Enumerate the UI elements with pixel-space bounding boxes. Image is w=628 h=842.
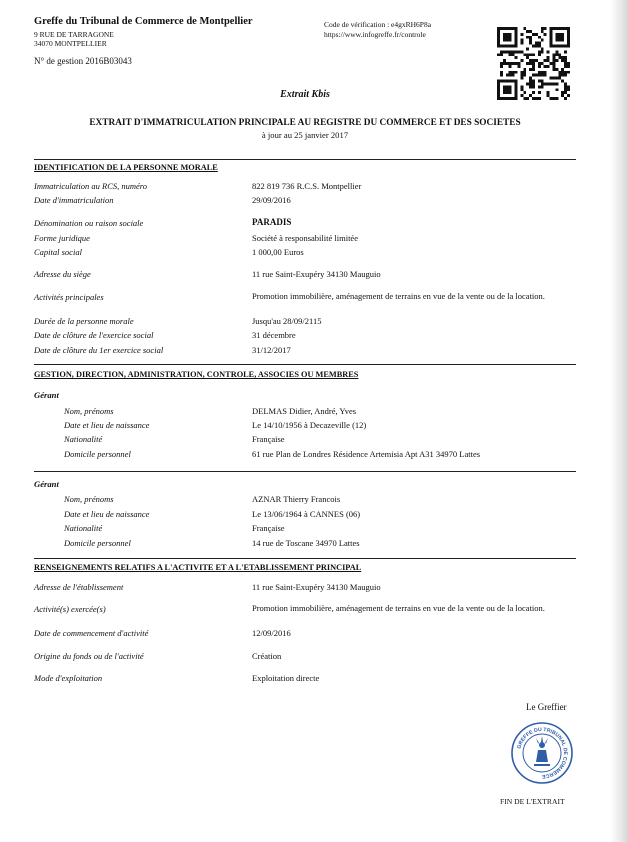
field-value: 14 rue de Toscane 34970 Lattes (252, 538, 360, 548)
main-title: EXTRAIT D'IMMATRICULATION PRINCIPALE AU REGISTRE DU COMMERCE ET DES SOCIETES (89, 118, 521, 128)
manager-divider (34, 471, 576, 472)
field-value: 12/09/2016 (252, 628, 291, 638)
section-divider (34, 558, 576, 559)
signatory-label: Le Greffier (526, 702, 567, 712)
field-label: Nom, prénoms (64, 494, 114, 504)
verification-code: Code de vérification : e4gxRH6P8a (324, 20, 432, 29)
update-date: à jour au 25 janvier 2017 (261, 130, 349, 140)
field-value: AZNAR Thierry Francois (252, 494, 341, 504)
field-value: Création (252, 651, 282, 661)
field-label: Adresse de l'établissement (34, 582, 124, 592)
field-value: Le 14/10/1956 à Decazeville (12) (252, 420, 367, 430)
registry-address-line2: 34070 MONTPELLIER (34, 39, 107, 48)
field-value: DELMAS Didier, André, Yves (252, 406, 357, 416)
field-label: Activités principales (34, 292, 104, 302)
section-divider (34, 364, 576, 365)
field-label: Dénomination ou raison sociale (34, 218, 144, 228)
registry-address-line1: 9 RUE DE TARRAGONE (34, 30, 114, 39)
gestion-number: N° de gestion 2016B03043 (34, 56, 132, 66)
field-label: Nationalité (64, 434, 103, 444)
field-value: 31 décembre (252, 330, 296, 340)
document-title: Extrait Kbis (280, 89, 330, 100)
field-value: Le 13/06/1964 à CANNES (06) (252, 509, 361, 519)
field-label: Mode d'exploitation (34, 673, 103, 683)
field-value: 31/12/2017 (252, 345, 291, 355)
field-value: 11 rue Saint-Exupéry 34130 Mauguio (252, 269, 381, 279)
field-value: Française (252, 523, 285, 533)
field-label: Durée de la personne morale (34, 316, 134, 326)
field-value: 29/09/2016 (252, 195, 291, 205)
manager-role: Gérant (34, 390, 59, 400)
field-label: Immatriculation au RCS, numéro (34, 181, 148, 191)
field-value: Promotion immobilière, aménagement de terrains en vue de la vente ou de la location. (252, 603, 545, 613)
field-label: Nationalité (64, 523, 103, 533)
manager-role: Gérant (34, 479, 59, 489)
field-label: Date et lieu de naissance (64, 509, 150, 519)
field-label: Date de clôture du 1er exercice social (34, 345, 164, 355)
field-value: Jusqu'au 28/09/2115 (252, 316, 322, 326)
field-value: Société à responsabilité limitée (252, 233, 358, 243)
section-activite-heading: RENSEIGNEMENTS RELATIFS A L'ACTIVITE ET A L'ETABLISSEMENT PRINCIPAL (34, 563, 362, 572)
section-identification-heading: IDENTIFICATION DE LA PERSONNE MORALE (34, 163, 218, 172)
field-label: Nom, prénoms (64, 406, 114, 416)
field-value: 822 819 736 R.C.S. Montpellier (252, 181, 362, 191)
field-value: 1 000,00 Euros (252, 247, 304, 257)
field-value: 11 rue Saint-Exupéry 34130 Mauguio (252, 582, 381, 592)
section-divider (34, 159, 576, 160)
field-label: Domicile personnel (64, 449, 131, 459)
verification-url[interactable]: https://www.infogreffe.fr/controle (324, 30, 426, 39)
court-seal-icon (510, 721, 574, 785)
field-label: Date et lieu de naissance (64, 420, 150, 430)
field-label: Domicile personnel (64, 538, 131, 548)
field-label: Adresse du siège (34, 269, 91, 279)
seal-text: GREFFE DU TRIBUNAL DE COMMERCE (516, 726, 569, 780)
field-label: Forme juridique (34, 233, 90, 243)
field-label: Date de commencement d'activité (34, 628, 149, 638)
field-label: Date de clôture de l'exercice social (34, 330, 154, 340)
company-name: PARADIS (252, 217, 292, 227)
field-label: Origine du fonds ou de l'activité (34, 651, 144, 661)
field-label: Activité(s) exercée(s) (34, 604, 106, 614)
end-of-extract: FIN DE L'EXTRAIT (500, 797, 565, 806)
field-value: 61 rue Plan de Londres Résidence Artemisia Apt A31 34970 Lattes (252, 449, 481, 459)
field-value: Française (252, 434, 285, 444)
section-gestion-heading: GESTION, DIRECTION, ADMINISTRATION, CONTROLE, ASSOCIES OU MEMBRES (34, 370, 359, 379)
field-value: Exploitation directe (252, 673, 320, 683)
field-label: Capital social (34, 247, 82, 257)
field-label: Date d'immatriculation (34, 195, 114, 205)
field-value: Promotion immobilière, aménagement de terrains en vue de la vente ou de la location. (252, 291, 545, 301)
court-registry-name: Greffe du Tribunal de Commerce de Montpellier (34, 16, 253, 27)
page-edge-shadow (610, 0, 628, 842)
